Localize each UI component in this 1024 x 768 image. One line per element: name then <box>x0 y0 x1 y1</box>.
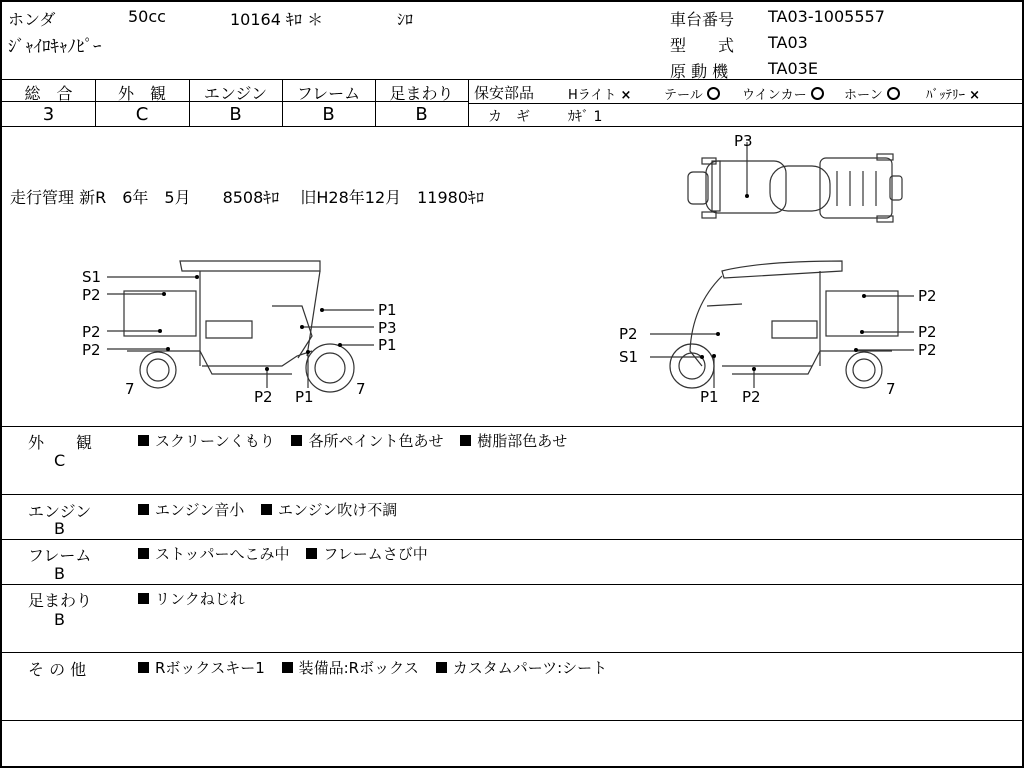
diagram-label: P2 <box>918 287 937 305</box>
engine-label: 原 動 機 <box>670 62 729 81</box>
grade-suspension: B <box>415 104 428 125</box>
model-name: ｼﾞｬｲﾛｷｬﾉﾋﾟｰ <box>8 37 102 57</box>
bullet-square-icon <box>138 548 149 559</box>
maker: ホンダ <box>8 10 56 29</box>
ok-mark-icon <box>887 87 900 100</box>
diagram-label: P3 <box>734 132 753 150</box>
diagram-label: P2 <box>918 323 937 341</box>
frame-no: TA03-1005557 <box>768 7 885 26</box>
safety-tail: テール <box>664 84 720 103</box>
diagram-label: P2 <box>82 286 101 304</box>
engine-value: TA03E <box>768 59 818 78</box>
bullet-square-icon <box>138 593 149 604</box>
grade-header-exterior: 外 観 <box>117 84 166 103</box>
type-label: 型 式 <box>670 36 735 55</box>
divider <box>2 79 1022 80</box>
divider <box>2 584 1022 585</box>
divider <box>2 720 1022 721</box>
bullet-square-icon <box>138 504 149 515</box>
diagram-label: P2 <box>619 325 638 343</box>
diagram-label: P1 <box>378 301 397 319</box>
comment-label-frame: フレーム <box>28 546 92 565</box>
divider <box>2 494 1022 495</box>
safety-label: 保安部品 <box>474 84 535 102</box>
comment-label-exterior: 外 観 <box>28 433 93 452</box>
type-value: TA03 <box>768 33 808 52</box>
diagram-label: P1 <box>295 388 314 406</box>
ok-mark-icon <box>811 87 824 100</box>
comment-label-suspension: 足まわり <box>28 591 93 610</box>
right-side-view-diagram <box>670 261 898 388</box>
safety-battery: ﾊﾞｯﾃﾘｰ × <box>926 88 981 103</box>
diagram-label: 7 <box>356 380 366 398</box>
safety-winker: ウインカー <box>742 84 824 103</box>
divider <box>2 539 1022 540</box>
body-color: ｼﾛ <box>397 10 414 29</box>
comment-items-other: Rボックスキー1 装備品:Rボックス カスタムパーツ:シート <box>138 657 607 678</box>
divider <box>2 426 1022 427</box>
diagram-label: P2 <box>82 341 101 359</box>
grade-frame: B <box>322 104 335 125</box>
comment-items-engine: エンジン音小 エンジン吹け不調 <box>138 499 409 520</box>
comment-items-exterior: スクリーンくもり 各所ペイント色あせ 樹脂部色あせ <box>138 430 579 451</box>
mileage: 10164 ｷﾛ ＊ <box>230 10 324 29</box>
bullet-square-icon <box>291 435 302 446</box>
top-view-diagram <box>688 154 902 222</box>
divider <box>468 79 469 126</box>
comment-grade-frame: B <box>54 564 65 583</box>
damage-diagram <box>2 126 1022 426</box>
grade-header-suspension: 足まわり <box>389 84 454 103</box>
divider <box>468 103 1022 104</box>
diagram-label: P3 <box>378 319 397 337</box>
diagram-label: P2 <box>82 323 101 341</box>
comment-label-engine: エンジン <box>28 502 92 521</box>
comment-label-other: そ の 他 <box>28 660 87 679</box>
bullet-square-icon <box>460 435 471 446</box>
diagram-label: 7 <box>886 380 896 398</box>
grade-engine: B <box>229 104 242 125</box>
bullet-square-icon <box>306 548 317 559</box>
comment-items-suspension: リンクねじれ <box>138 588 257 609</box>
divider <box>2 652 1022 653</box>
safety-horn: ホーン <box>844 84 900 103</box>
grade-exterior: C <box>135 104 149 125</box>
diagram-label: P2 <box>918 341 937 359</box>
diagram-label: S1 <box>82 268 102 286</box>
grade-total: 3 <box>42 104 55 125</box>
bullet-square-icon <box>138 662 149 673</box>
comment-grade-engine: B <box>54 519 65 538</box>
comment-grade-exterior: C <box>54 451 66 470</box>
mileage-history: 走行管理 新R 6年 5月 8508ｷﾛ 旧H28年12月 11980ｷﾛ <box>10 188 485 207</box>
diagram-label: P1 <box>700 388 719 406</box>
diagram-label: S1 <box>619 348 639 366</box>
bullet-square-icon <box>138 435 149 446</box>
bullet-square-icon <box>261 504 272 515</box>
diagram-label: P2 <box>742 388 761 406</box>
diagram-label: P1 <box>378 336 397 354</box>
bullet-square-icon <box>436 662 447 673</box>
ok-mark-icon <box>707 87 720 100</box>
displacement: 50cc <box>128 7 166 26</box>
grade-header-total: 総 合 <box>24 84 73 103</box>
diagram-label: P2 <box>254 388 273 406</box>
bullet-square-icon <box>282 662 293 673</box>
key-label: カ ギ <box>488 109 530 125</box>
diagram-label: 7 <box>125 380 135 398</box>
safety-headlight: Hライト × <box>568 88 632 103</box>
grade-header-engine: エンジン <box>203 84 268 103</box>
grade-header-frame: フレーム <box>296 84 361 103</box>
comment-grade-suspension: B <box>54 610 65 629</box>
frame-no-label: 車台番号 <box>670 10 735 29</box>
comment-items-frame: ストッパーへこみ中 フレームさび中 <box>138 543 440 564</box>
key-value: ｶｷﾞ 1 <box>568 109 603 125</box>
